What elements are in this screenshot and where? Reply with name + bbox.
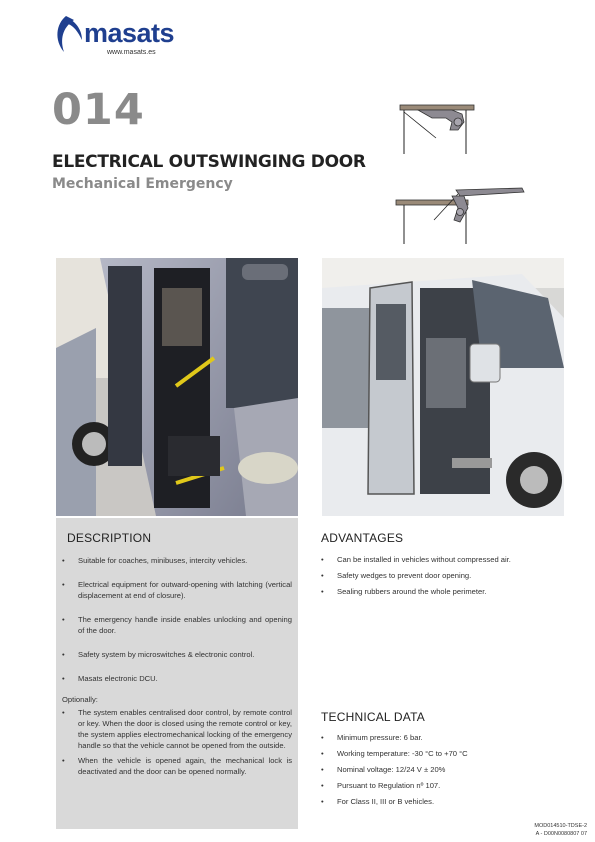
brand-name: masats: [84, 18, 175, 48]
page-title: ELECTRICAL OUTSWINGING DOOR: [52, 152, 366, 172]
reference-line-2: A - D00N0080807 07: [535, 831, 587, 837]
optional-item: • The system enables centralised door control, by remote control or key. When the door is closed using the remote control or key, the system applies electromechanical locking of the emergency handle so that the vehicle cannot be opened from the outside.: [62, 708, 292, 750]
description-heading: DESCRIPTION: [67, 531, 152, 545]
technical-item: • Pursuant to Regulation nº 107.: [321, 781, 441, 790]
bullet-icon: •: [321, 765, 324, 774]
description-item: • The emergency handle inside enables unlocking and opening of the door.: [62, 615, 292, 635]
technical-heading: TECHNICAL DATA: [321, 710, 425, 724]
description-item: • Suitable for coaches, minibuses, intercity vehicles.: [62, 556, 248, 565]
advantage-item: • Safety wedges to prevent door opening.: [321, 571, 472, 580]
bullet-icon: •: [62, 756, 65, 765]
product-code: 014: [52, 85, 145, 135]
diagram-pivot: [454, 118, 462, 126]
minibus-door-photo: [322, 258, 564, 516]
advantage-item: • Sealing rubbers around the whole perimeter.: [321, 587, 487, 596]
bullet-icon: •: [62, 615, 65, 624]
bullet-icon: •: [62, 580, 65, 589]
reference-line-1: MOD014510-TDSE-2: [534, 823, 587, 829]
optional-list: [56, 707, 292, 781]
description-list: [56, 555, 292, 697]
bullet-icon: •: [321, 749, 324, 758]
masats-logo-icon: [52, 14, 84, 54]
diagram-open-leaf: [456, 188, 524, 196]
advantages-list: [315, 554, 575, 602]
door-closed-diagram: [396, 100, 476, 156]
bullet-icon: •: [321, 571, 324, 580]
description-item: • Electrical equipment for outward-opening with latching (vertical displacement at end of closure).: [62, 580, 292, 600]
technical-list: [315, 732, 575, 812]
advantage-item: • Can be installed in vehicles without compressed air.: [321, 555, 511, 564]
bullet-icon: •: [321, 797, 324, 806]
bullet-icon: •: [62, 674, 65, 683]
technical-item: • Minimum pressure: 6 bar.: [321, 733, 423, 742]
bullet-icon: •: [62, 650, 65, 659]
technical-item: • Working temperature: -30 °C to +70 °C: [321, 749, 468, 758]
document-reference: [534, 822, 587, 838]
bullet-icon: •: [321, 733, 324, 742]
diagram-pivot: [457, 209, 464, 216]
coach-door-photo-drawing: [56, 258, 298, 516]
brand-url: www.masats.es: [107, 49, 156, 56]
bullet-icon: •: [62, 556, 65, 565]
description-item: • Safety system by microswitches & electronic control.: [62, 650, 255, 659]
coach-door-photo: [56, 258, 298, 516]
bullet-icon: •: [321, 587, 324, 596]
door-open-diagram: [392, 182, 528, 246]
diagram-roof-bar: [400, 105, 474, 110]
optional-label: Optionally:: [62, 695, 98, 704]
bullet-icon: •: [62, 708, 65, 717]
technical-item: • Nominal voltage: 12/24 V ± 20%: [321, 765, 446, 774]
optional-item: • When the vehicle is opened again, the mechanical lock is deactivated and the door can be opened normally.: [62, 756, 292, 776]
minibus-door-photo-drawing: [322, 258, 564, 516]
bullet-icon: •: [321, 781, 324, 790]
advantages-heading: ADVANTAGES: [321, 531, 404, 545]
bullet-icon: •: [321, 555, 324, 564]
technical-item: • For Class II, III or B vehicles.: [321, 797, 435, 806]
page-subtitle: Mechanical Emergency: [52, 176, 233, 192]
description-item: • Masats electronic DCU.: [62, 674, 158, 683]
